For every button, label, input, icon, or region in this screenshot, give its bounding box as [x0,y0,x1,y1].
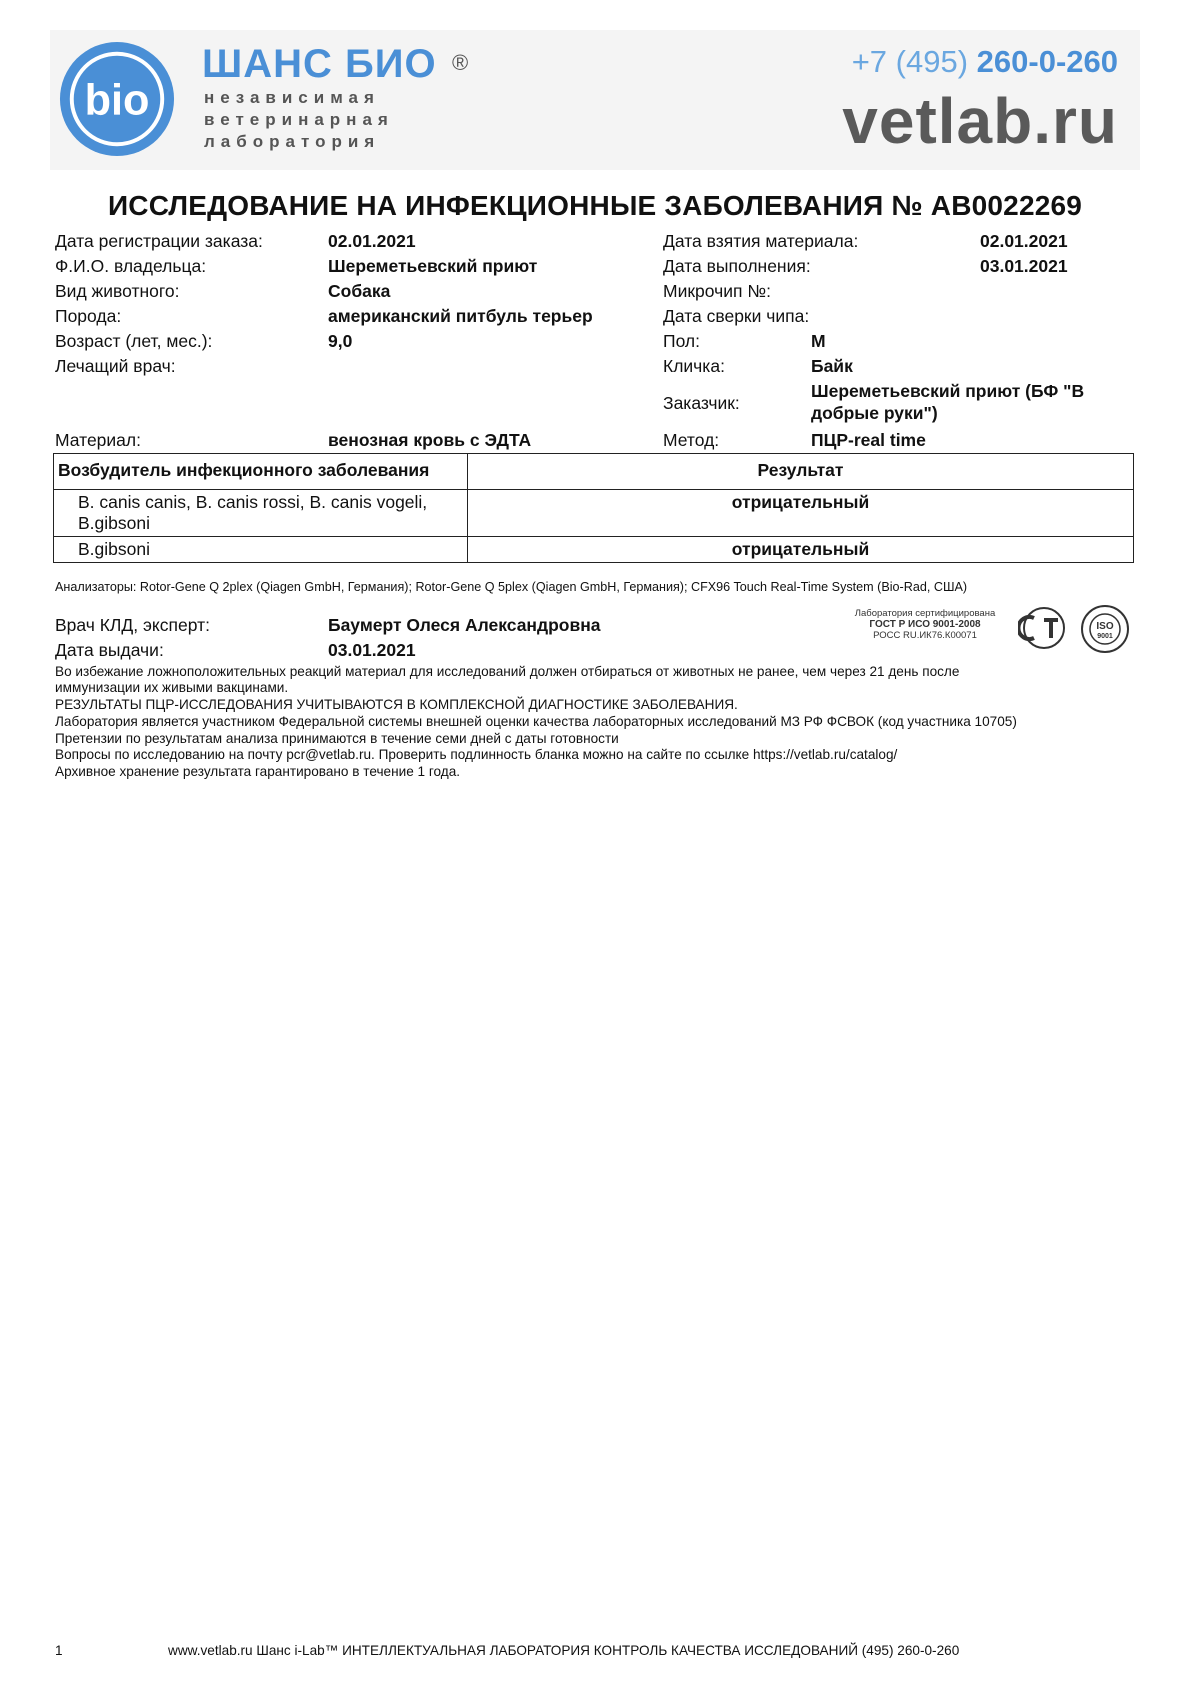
field-value: 02.01.2021 [328,231,416,251]
results-table [53,453,1134,563]
brand-tagline-3: лаборатория [204,132,381,151]
cert-line: РОСС RU.ИК76.К00071 [873,630,977,641]
table-header: Возбудитель инфекционного заболевания [54,454,468,490]
field-value: венозная кровь с ЭДТА [328,430,532,450]
field-label: Дата взятия материала: [663,231,859,251]
note-line: Претензии по результатам анализа принимаются в течение семи дней с даты готовности [55,731,619,746]
phone-code: +7 (495) [851,44,969,79]
field-label: Материал: [55,430,141,450]
field-value: Собака [328,281,391,301]
table-cell-result: отрицательный [468,537,1134,563]
table-header: Результат [468,454,1134,490]
field-label: Кличка: [663,356,725,376]
field-label: Вид животного: [55,281,180,301]
field-label: Дата сверки чипа: [663,306,810,326]
site-name: vetlab.ru [842,85,1118,157]
svg-text:9001: 9001 [1097,633,1113,640]
field-label: Дата регистрации заказа: [55,231,263,251]
field-value: 9,0 [328,331,353,351]
field-label: Лечащий врач: [55,356,176,376]
rst-mark-icon [1018,606,1070,650]
table-cell-result: отрицательный [468,490,1134,537]
field-value: добрые руки") [811,403,938,423]
analyzers-text: Анализаторы: Rotor-Gene Q 2plex (Qiagen GmbH, Германия); Rotor-Gene Q 5plex (Qiagen GmbH, Германия); CFX96 Touch Real-Time System (Bio-Rad, США) [55,580,968,594]
cert-line: ГОСТ Р ИСО 9001-2008 [869,619,981,630]
table-row [54,537,1134,563]
field-label: Возраст (лет, мес.): [55,331,213,351]
table-cell-pathogen [54,490,468,537]
note-line: Вопросы по исследованию на почту pcr@vetlab.ru. Проверить подлинность бланка можно на сайте по ссылке https://vetlab.ru/catalog/ [55,747,898,762]
report-header [50,30,1140,170]
field-value: 03.01.2021 [980,256,1068,276]
note-line: РЕЗУЛЬТАТЫ ПЦР-ИССЛЕДОВАНИЯ УЧИТЫВАЮТСЯ В КОМПЛЕКСНОЙ ДИАГНОСТИКЕ ЗАБОЛЕВАНИЯ. [55,697,738,712]
footer-text: www.vetlab.ru Шанс i-Lab™ ИНТЕЛЛЕКТУАЛЬНАЯ ЛАБОРАТОРИЯ КОНТРОЛЬ КАЧЕСТВА ИССЛЕДОВАНИЙ (495) 260-0-260 [168,1643,960,1658]
pathogen-line: B.gibsoni [78,539,150,559]
field-label: Метод: [663,430,720,450]
field-label: Ф.И.О. владельца: [55,256,207,276]
cert-line: Лаборатория сертифицирована [854,608,996,619]
field-label: Микрочип №: [663,281,771,301]
field-value: Шереметьевский приют [328,256,538,276]
field-label: Пол: [663,331,700,351]
bio-logo-icon [58,40,176,158]
field-label: Заказчик: [663,393,740,413]
page-number: 1 [55,1643,63,1658]
signoff-label: Дата выдачи: [55,640,164,660]
table-cell-pathogen [54,537,468,563]
field-label: Дата выполнения: [663,256,811,276]
field-value: ПЦР-real time [811,430,926,450]
phone-number [852,44,1118,80]
signoff-value: 03.01.2021 [328,640,416,660]
signoff-value: Баумерт Олеся Александровна [328,615,601,635]
field-value: Шереметьевский приют (БФ "В [811,381,1085,401]
table-header-row [54,454,1134,490]
field-value: 02.01.2021 [980,231,1068,251]
brand-name: ШАНС БИО [202,42,437,86]
signoff-label: Врач КЛД, эксперт: [55,615,210,635]
registered-mark: ® [452,50,469,75]
phone-main: 260-0-260 [976,44,1118,79]
note-line: иммунизации их живыми вакцинами. [55,680,289,695]
field-value: М [811,331,826,351]
brand-tagline-1: независимая [204,88,380,107]
note-line: Архивное хранение результата гарантировано в течение 1 года. [55,764,461,779]
logo-text: bio [84,76,150,125]
field-value: американский питбуль терьер [328,306,593,326]
report-title: ИССЛЕДОВАНИЕ НА ИНФЕКЦИОННЫЕ ЗАБОЛЕВАНИЯ № АВ0022269 [107,190,1083,221]
iso-9001-icon [1080,604,1130,654]
svg-text:ISO: ISO [1096,621,1114,632]
pathogen-line: B. canis canis, B. canis rossi, B. canis vogeli, [78,492,428,512]
certification-text [830,608,1020,641]
table-row [54,490,1134,537]
note-line: Лаборатория является участником Федеральной системы внешней оценки качества лабораторных исследований МЗ РФ ФСВОК (код участника 10705) [55,714,1017,729]
note-line: Во избежание ложноположительных реакций материал для исследований должен отбираться от животных не ранее, чем через 21 день после [55,664,960,679]
field-label: Порода: [55,306,122,326]
field-value: Байк [811,356,853,376]
brand-tagline-2: ветеринарная [204,110,394,129]
pathogen-line: B.gibsoni [78,513,150,533]
